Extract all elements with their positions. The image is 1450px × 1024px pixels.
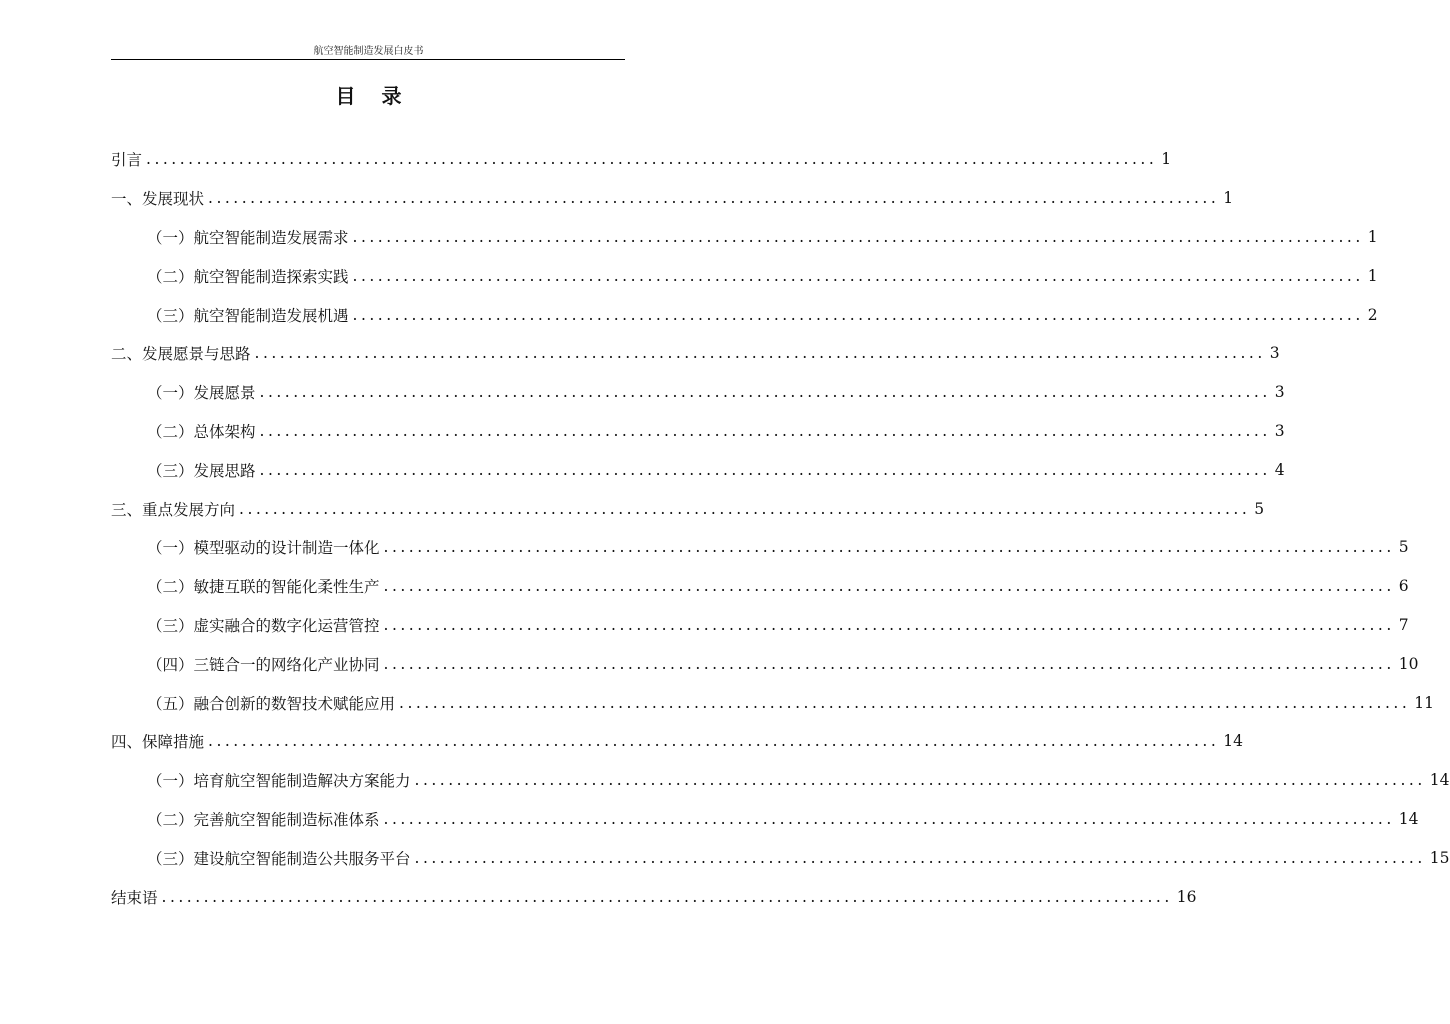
toc-leader-dots: ........................................................................................................................ — [383, 654, 1395, 673]
toc-entry-label: （二）敏捷互联的智能化柔性生产 — [147, 578, 380, 597]
toc-leader-dots: ........................................................................................................................ — [208, 189, 1220, 208]
toc-leader-dots: ........................................................................................................................ — [254, 344, 1266, 363]
toc-leader-dots: ........................................................................................................................ — [239, 499, 1251, 518]
toc-entry[interactable] — [111, 140, 1172, 179]
toc-entry[interactable] — [111, 256, 1378, 295]
toc-leader-dots: ........................................................................................................................ — [414, 848, 1426, 867]
toc-entry[interactable] — [111, 295, 1378, 334]
toc-entry-label: （一）航空智能制造发展需求 — [147, 228, 349, 247]
toc-entry-label: （二）航空智能制造探索实践 — [147, 267, 349, 286]
toc-entry[interactable] — [111, 644, 1419, 683]
header-divider — [111, 59, 625, 60]
page-title: 目录 — [335, 84, 428, 108]
toc-entry[interactable] — [111, 412, 1285, 451]
toc-entry-page-number: 1 — [1367, 227, 1378, 246]
toc-leader-dots: ........................................................................................................................ — [399, 693, 1411, 712]
toc-entry-label: （一）培育航空智能制造解决方案能力 — [147, 772, 411, 791]
toc-entry-page-number: 10 — [1398, 654, 1419, 673]
toc-entry-label: （五）融合创新的数智技术赋能应用 — [147, 694, 396, 713]
toc-entry-label: （三）虚实融合的数字化运营管控 — [147, 616, 380, 635]
toc-entry[interactable] — [111, 218, 1378, 257]
toc-entry[interactable] — [111, 489, 1265, 528]
toc-entry-page-number: 1 — [1161, 150, 1172, 169]
toc-entry[interactable] — [111, 722, 1243, 761]
toc-entry-page-number: 14 — [1429, 771, 1450, 790]
toc-leader-dots: ........................................................................................................................ — [146, 150, 1158, 169]
running-header: 航空智能制造发展白皮书 — [313, 46, 424, 57]
toc-entry[interactable] — [111, 450, 1285, 489]
toc-entry[interactable] — [111, 838, 1450, 877]
table-of-contents — [111, 140, 1450, 916]
toc-entry-page-number: 1 — [1223, 189, 1234, 208]
toc-leader-dots: ........................................................................................................................ — [352, 266, 1364, 285]
toc-entry-page-number: 14 — [1398, 809, 1419, 828]
toc-entry-page-number: 14 — [1223, 732, 1243, 751]
toc-entry[interactable] — [111, 373, 1285, 412]
toc-entry[interactable] — [111, 683, 1434, 722]
toc-entry-label: 二、发展愿景与思路 — [111, 345, 251, 364]
toc-entry-label: 结束语 — [111, 888, 158, 907]
toc-entry-page-number: 11 — [1414, 693, 1434, 712]
toc-leader-dots: ........................................................................................................................ — [414, 771, 1426, 790]
toc-entry[interactable] — [111, 567, 1409, 606]
toc-entry[interactable] — [111, 334, 1280, 373]
toc-entry-page-number: 4 — [1274, 460, 1285, 479]
toc-leader-dots: ........................................................................................................................ — [383, 538, 1395, 557]
toc-entry-label: （二）总体架构 — [147, 422, 256, 441]
toc-leader-dots: ........................................................................................................................ — [259, 460, 1271, 479]
toc-entry-page-number: 1 — [1367, 266, 1378, 285]
toc-entry-page-number: 2 — [1367, 305, 1378, 324]
toc-leader-dots: ........................................................................................................................ — [259, 421, 1271, 440]
toc-leader-dots: ........................................................................................................................ — [208, 732, 1220, 751]
toc-entry-label: （三）发展思路 — [147, 461, 256, 480]
toc-leader-dots: ........................................................................................................................ — [259, 383, 1271, 402]
toc-entry-page-number: 3 — [1269, 344, 1280, 363]
toc-leader-dots: ........................................................................................................................ — [383, 577, 1395, 596]
toc-entry-page-number: 3 — [1274, 421, 1285, 440]
toc-entry[interactable] — [111, 761, 1450, 800]
toc-entry[interactable] — [111, 606, 1409, 645]
toc-leader-dots: ........................................................................................................................ — [383, 809, 1395, 828]
toc-entry-label: （二）完善航空智能制造标准体系 — [147, 810, 380, 829]
toc-entry[interactable] — [111, 528, 1409, 567]
toc-entry-label: （三）建设航空智能制造公共服务平台 — [147, 849, 411, 868]
toc-entry[interactable] — [111, 179, 1234, 218]
toc-leader-dots: ........................................................................................................................ — [383, 615, 1395, 634]
toc-entry-page-number: 3 — [1274, 383, 1285, 402]
toc-entry-label: （三）航空智能制造发展机遇 — [147, 306, 349, 325]
toc-entry[interactable] — [111, 877, 1197, 916]
toc-entry-label: （一）模型驱动的设计制造一体化 — [147, 539, 380, 558]
toc-entry-label: 一、发展现状 — [111, 190, 205, 209]
toc-entry-label: 三、重点发展方向 — [111, 500, 236, 519]
toc-entry-page-number: 5 — [1398, 538, 1409, 557]
toc-entry[interactable] — [111, 800, 1419, 839]
toc-entry-label: （一）发展愿景 — [147, 384, 256, 403]
toc-entry-page-number: 6 — [1398, 577, 1409, 596]
toc-leader-dots: ........................................................................................................................ — [352, 227, 1364, 246]
toc-leader-dots: ........................................................................................................................ — [161, 887, 1173, 906]
toc-leader-dots: ........................................................................................................................ — [352, 305, 1364, 324]
toc-entry-label: 四、保障措施 — [111, 733, 205, 752]
toc-entry-page-number: 7 — [1398, 615, 1409, 634]
toc-entry-label: （四）三链合一的网络化产业协同 — [147, 655, 380, 674]
toc-entry-page-number: 16 — [1176, 887, 1197, 906]
toc-entry-page-number: 15 — [1429, 848, 1450, 867]
toc-entry-page-number: 5 — [1254, 499, 1265, 518]
toc-entry-label: 引言 — [111, 151, 143, 170]
